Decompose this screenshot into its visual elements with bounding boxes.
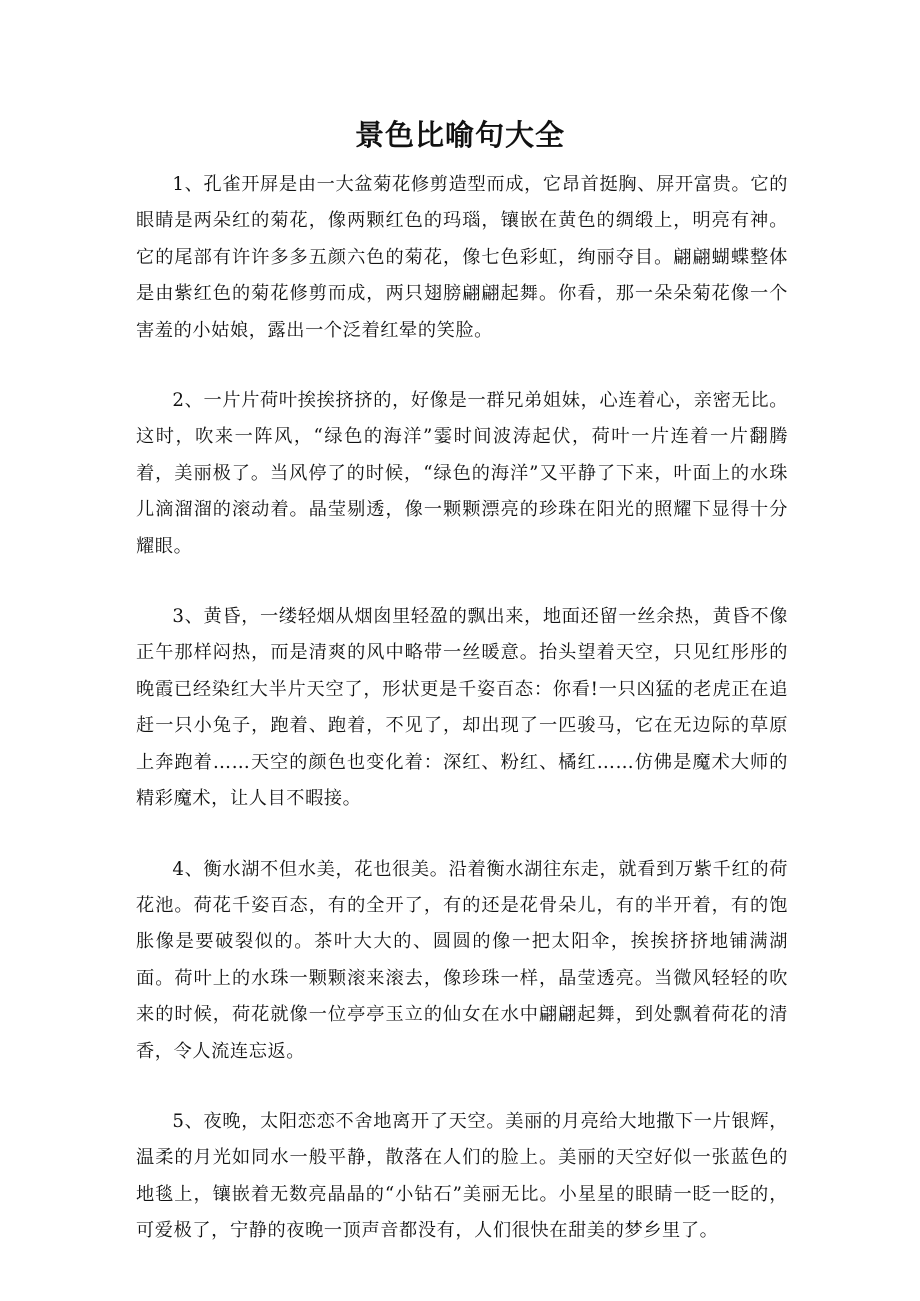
document-title: 景色比喻句大全	[354, 118, 565, 152]
paragraph-2: 2、一片片荷叶挨挨挤挤的，好像是一群兄弟姐妹，心连着心，亲密无比。这时，吹来一阵风，“绿色的海洋”霎时间波涛起伏，荷叶一片连着一片翻腾着，美丽极了。当风停了的时候，“绿色的海洋”又平静了下来，叶面上的水珠儿滴溜溜的滚动着。晶莹剔透，像一颗颗漂亮的珍珠在阳光的照耀下显得十分耀眼。	[136, 390, 788, 557]
document-body	[136, 167, 788, 1284]
paragraph-3: 3、黄昏，一缕轻烟从烟囱里轻盈的飘出来，地面还留一丝余热，黄昏不像正午那样闷热，而是清爽的风中略带一丝暖意。抬头望着天空，只见红彤彤的晚霞已经染红大半片天空了，形状更是千姿百态：你看!一只凶猛的老虎正在追赶一只小兔子，跑着、跑着，不见了，却出现了一匹骏马，它在无边际的草原上奔跑着……天空的颜色也变化着：深红、粉红、橘红……仿佛是魔术大师的精彩魔术，让人目不暇接。	[136, 606, 788, 810]
paragraph-1: 1、孔雀开屏是由一大盆菊花修剪造型而成，它昂首挺胸、屏开富贵。它的眼睛是两朵红的菊花，像两颗红色的玛瑙，镶嵌在黄色的绸缎上，明亮有神。它的尾部有许许多多五颜六色的菊花，像七色彩虹，绚丽夺目。翩翩蝴蝶整体是由紫红色的菊花修剪而成，两只翅膀翩翩起舞。你看，那一朵朵菊花像一个害羞的小姑娘，露出一个泛着红晕的笑脸。	[136, 174, 788, 341]
paragraph-4: 4、衡水湖不但水美，花也很美。沿着衡水湖往东走，就看到万紫千红的荷花池。荷花千姿百态，有的全开了，有的还是花骨朵儿，有的半开着，有的饱胀像是要破裂似的。茶叶大大的、圆圆的像一把太阳伞，挨挨挤挤地铺满湖面。荷叶上的水珠一颗颗滚来滚去，像珍珠一样，晶莹透亮。当微风轻轻的吹来的时候，荷花就像一位亭亭玉立的仙女在水中翩翩起舞，到处飘着荷花的清香，令人流连忘返。	[136, 858, 788, 1062]
paragraph-5: 5、夜晚，太阳恋恋不舍地离开了天空。美丽的月亮给大地撒下一片银辉，温柔的月光如同水一般平静，散落在人们的脸上。美丽的天空好似一张蓝色的地毯上，镶嵌着无数亮晶晶的“小钻石”美丽无比。小星星的眼睛一眨一眨的，可爱极了，宁静的夜晚一顶声音都没有，人们很快在甜美的梦乡里了。	[136, 1110, 788, 1242]
